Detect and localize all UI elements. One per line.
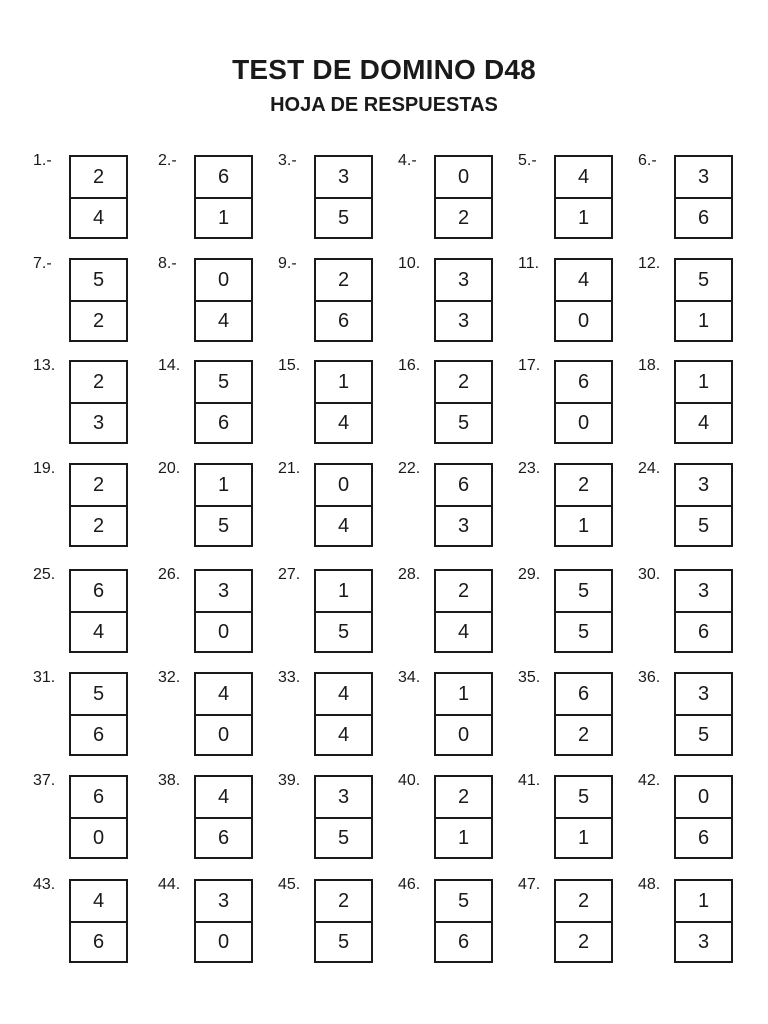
domino-item <box>398 670 508 762</box>
domino-top-value: 2 <box>457 370 470 393</box>
item-number: 8.- <box>158 255 177 272</box>
item-number: 13. <box>33 357 56 374</box>
domino-top-value: 5 <box>577 579 590 602</box>
item-number: 17. <box>518 357 541 374</box>
item-number: 27. <box>278 566 301 583</box>
item-number: 7.- <box>33 255 52 272</box>
domino-item <box>518 256 628 348</box>
domino-tile <box>194 569 253 653</box>
domino-top-value: 6 <box>457 473 470 496</box>
domino-top-value: 2 <box>457 579 470 602</box>
domino-tile <box>674 775 733 859</box>
domino-bottom-value: 6 <box>676 611 731 651</box>
item-number: 47. <box>518 876 541 893</box>
domino-item <box>278 877 388 969</box>
domino-top-value: 3 <box>337 165 350 188</box>
domino-tile <box>554 463 613 547</box>
item-number: 22. <box>398 460 421 477</box>
domino-tile <box>434 258 493 342</box>
domino-bottom-value: 6 <box>436 921 491 961</box>
item-number: 29. <box>518 566 541 583</box>
domino-top-value: 5 <box>217 370 230 393</box>
domino-top-value: 2 <box>92 165 105 188</box>
domino-bottom-value: 5 <box>676 505 731 545</box>
item-number: 18. <box>638 357 661 374</box>
domino-tile <box>314 463 373 547</box>
domino-tile <box>69 569 128 653</box>
domino-bottom-value: 5 <box>676 714 731 754</box>
domino-item <box>518 773 628 865</box>
domino-bottom-value: 0 <box>196 611 251 651</box>
domino-tile <box>554 672 613 756</box>
domino-top-value: 5 <box>457 889 470 912</box>
domino-item <box>398 877 508 969</box>
domino-item <box>638 670 748 762</box>
domino-top-value: 0 <box>697 785 710 808</box>
domino-top-value: 1 <box>697 370 710 393</box>
domino-bottom-value: 2 <box>556 714 611 754</box>
domino-item <box>518 877 628 969</box>
domino-top-value: 2 <box>337 889 350 912</box>
domino-bottom-value: 4 <box>436 611 491 651</box>
domino-bottom-value: 1 <box>556 817 611 857</box>
item-number: 34. <box>398 669 421 686</box>
domino-bottom-value: 0 <box>436 714 491 754</box>
item-number: 4.- <box>398 152 417 169</box>
domino-bottom-value: 5 <box>316 197 371 237</box>
item-number: 42. <box>638 772 661 789</box>
domino-top-value: 1 <box>457 682 470 705</box>
item-number: 11. <box>518 255 540 272</box>
domino-tile <box>674 672 733 756</box>
domino-tile <box>314 258 373 342</box>
domino-bottom-value: 5 <box>556 611 611 651</box>
domino-tile <box>194 155 253 239</box>
domino-bottom-value: 4 <box>676 402 731 442</box>
domino-bottom-value: 1 <box>556 197 611 237</box>
domino-item <box>33 670 143 762</box>
domino-item <box>278 461 388 553</box>
domino-bottom-value: 6 <box>316 300 371 340</box>
domino-top-value: 5 <box>92 682 105 705</box>
domino-bottom-value: 5 <box>316 817 371 857</box>
domino-item <box>278 773 388 865</box>
item-number: 26. <box>158 566 181 583</box>
domino-tile <box>194 258 253 342</box>
item-number: 35. <box>518 669 541 686</box>
domino-top-value: 1 <box>337 579 350 602</box>
domino-bottom-value: 3 <box>676 921 731 961</box>
domino-bottom-value: 6 <box>196 817 251 857</box>
domino-item <box>158 877 268 969</box>
domino-tile <box>314 360 373 444</box>
item-number: 43. <box>33 876 56 893</box>
domino-item <box>398 461 508 553</box>
domino-top-value: 0 <box>337 473 350 496</box>
domino-item <box>158 567 268 659</box>
domino-top-value: 4 <box>577 268 590 291</box>
domino-top-value: 2 <box>92 370 105 393</box>
domino-top-value: 5 <box>92 268 105 291</box>
domino-bottom-value: 6 <box>196 402 251 442</box>
domino-bottom-value: 4 <box>316 714 371 754</box>
item-number: 2.- <box>158 152 177 169</box>
domino-bottom-value: 3 <box>71 402 126 442</box>
domino-item <box>278 153 388 245</box>
domino-item <box>398 358 508 450</box>
domino-item <box>158 153 268 245</box>
domino-top-value: 0 <box>457 165 470 188</box>
domino-bottom-value: 3 <box>436 505 491 545</box>
item-number: 45. <box>278 876 301 893</box>
domino-bottom-value: 6 <box>676 817 731 857</box>
item-number: 48. <box>638 876 661 893</box>
domino-top-value: 3 <box>697 682 710 705</box>
item-number: 44. <box>158 876 181 893</box>
domino-bottom-value: 3 <box>436 300 491 340</box>
domino-item <box>638 256 748 348</box>
page-subtitle: HOJA DE RESPUESTAS <box>270 94 498 116</box>
domino-item <box>158 256 268 348</box>
domino-tile <box>434 569 493 653</box>
domino-bottom-value: 0 <box>71 817 126 857</box>
domino-bottom-value: 4 <box>316 505 371 545</box>
domino-tile <box>674 360 733 444</box>
item-number: 40. <box>398 772 421 789</box>
domino-tile <box>554 569 613 653</box>
domino-top-value: 2 <box>457 785 470 808</box>
domino-top-value: 4 <box>217 682 230 705</box>
domino-tile <box>69 360 128 444</box>
domino-item <box>638 877 748 969</box>
domino-item <box>278 670 388 762</box>
domino-bottom-value: 1 <box>196 197 251 237</box>
domino-bottom-value: 0 <box>196 921 251 961</box>
domino-item <box>158 358 268 450</box>
item-number: 31. <box>33 669 56 686</box>
domino-tile <box>194 672 253 756</box>
domino-item <box>638 461 748 553</box>
domino-item <box>33 358 143 450</box>
domino-top-value: 6 <box>217 165 230 188</box>
domino-item <box>33 567 143 659</box>
domino-tile <box>434 775 493 859</box>
domino-tile <box>554 775 613 859</box>
domino-item <box>33 153 143 245</box>
domino-tile <box>314 775 373 859</box>
domino-top-value: 3 <box>697 165 710 188</box>
item-number: 16. <box>398 357 421 374</box>
domino-tile <box>674 879 733 963</box>
domino-top-value: 3 <box>697 579 710 602</box>
domino-item <box>33 461 143 553</box>
domino-item <box>158 773 268 865</box>
domino-top-value: 1 <box>697 889 710 912</box>
domino-tile <box>434 360 493 444</box>
item-number: 15. <box>278 357 301 374</box>
domino-bottom-value: 1 <box>676 300 731 340</box>
domino-tile <box>69 879 128 963</box>
item-number: 39. <box>278 772 301 789</box>
domino-bottom-value: 5 <box>196 505 251 545</box>
domino-tile <box>194 879 253 963</box>
domino-top-value: 5 <box>577 785 590 808</box>
domino-bottom-value: 2 <box>71 300 126 340</box>
domino-top-value: 3 <box>697 473 710 496</box>
domino-tile <box>674 258 733 342</box>
domino-bottom-value: 6 <box>676 197 731 237</box>
item-number: 9.- <box>278 255 297 272</box>
domino-item <box>33 877 143 969</box>
domino-bottom-value: 1 <box>436 817 491 857</box>
domino-item <box>278 567 388 659</box>
domino-item <box>518 461 628 553</box>
domino-top-value: 6 <box>577 370 590 393</box>
domino-bottom-value: 5 <box>316 611 371 651</box>
domino-tile <box>674 569 733 653</box>
domino-tile <box>554 258 613 342</box>
item-number: 5.- <box>518 152 537 169</box>
domino-item <box>33 256 143 348</box>
item-number: 37. <box>33 772 56 789</box>
domino-tile <box>69 672 128 756</box>
item-number: 28. <box>398 566 421 583</box>
domino-tile <box>434 155 493 239</box>
domino-bottom-value: 5 <box>316 921 371 961</box>
domino-top-value: 5 <box>697 268 710 291</box>
domino-tile <box>69 463 128 547</box>
item-number: 23. <box>518 460 541 477</box>
domino-tile <box>69 155 128 239</box>
domino-bottom-value: 4 <box>71 611 126 651</box>
domino-item <box>33 773 143 865</box>
domino-item <box>518 670 628 762</box>
item-number: 21. <box>278 460 301 477</box>
page-title: TEST DE DOMINO D48 <box>232 54 536 85</box>
domino-bottom-value: 0 <box>556 402 611 442</box>
domino-tile <box>434 879 493 963</box>
item-number: 41. <box>518 772 541 789</box>
domino-top-value: 0 <box>217 268 230 291</box>
domino-item <box>398 567 508 659</box>
domino-bottom-value: 2 <box>436 197 491 237</box>
domino-top-value: 4 <box>92 889 105 912</box>
item-number: 32. <box>158 669 181 686</box>
item-number: 10. <box>398 255 421 272</box>
domino-bottom-value: 4 <box>316 402 371 442</box>
domino-item <box>638 567 748 659</box>
domino-top-value: 3 <box>217 889 230 912</box>
domino-item <box>638 773 748 865</box>
domino-bottom-value: 5 <box>436 402 491 442</box>
domino-tile <box>69 258 128 342</box>
domino-tile <box>554 155 613 239</box>
domino-top-value: 3 <box>337 785 350 808</box>
domino-top-value: 2 <box>337 268 350 291</box>
item-number: 19. <box>33 460 56 477</box>
domino-top-value: 6 <box>92 579 105 602</box>
domino-item <box>278 256 388 348</box>
domino-bottom-value: 4 <box>196 300 251 340</box>
domino-top-value: 1 <box>337 370 350 393</box>
domino-top-value: 6 <box>577 682 590 705</box>
domino-tile <box>194 463 253 547</box>
domino-item <box>158 670 268 762</box>
item-number: 24. <box>638 460 661 477</box>
item-number: 20. <box>158 460 181 477</box>
domino-item <box>518 567 628 659</box>
domino-tile <box>434 463 493 547</box>
item-number: 12. <box>638 255 661 272</box>
item-number: 33. <box>278 669 301 686</box>
domino-bottom-value: 4 <box>71 197 126 237</box>
item-number: 25. <box>33 566 56 583</box>
domino-top-value: 2 <box>577 889 590 912</box>
domino-item <box>518 153 628 245</box>
domino-bottom-value: 6 <box>71 921 126 961</box>
domino-tile <box>314 879 373 963</box>
domino-tile <box>194 775 253 859</box>
domino-item <box>518 358 628 450</box>
domino-tile <box>314 569 373 653</box>
domino-bottom-value: 1 <box>556 505 611 545</box>
domino-top-value: 4 <box>217 785 230 808</box>
domino-top-value: 3 <box>217 579 230 602</box>
domino-top-value: 4 <box>577 165 590 188</box>
item-number: 1.- <box>33 152 52 169</box>
domino-tile <box>194 360 253 444</box>
domino-bottom-value: 2 <box>556 921 611 961</box>
domino-tile <box>674 463 733 547</box>
item-number: 36. <box>638 669 661 686</box>
item-number: 46. <box>398 876 421 893</box>
domino-tile <box>554 879 613 963</box>
domino-top-value: 2 <box>577 473 590 496</box>
item-number: 14. <box>158 357 181 374</box>
domino-bottom-value: 0 <box>196 714 251 754</box>
domino-item <box>638 153 748 245</box>
domino-item <box>398 256 508 348</box>
domino-tile <box>674 155 733 239</box>
domino-item <box>398 773 508 865</box>
domino-tile <box>69 775 128 859</box>
domino-top-value: 3 <box>457 268 470 291</box>
domino-top-value: 4 <box>337 682 350 705</box>
domino-item <box>638 358 748 450</box>
item-number: 3.- <box>278 152 297 169</box>
domino-item <box>158 461 268 553</box>
domino-tile <box>314 155 373 239</box>
item-number: 30. <box>638 566 661 583</box>
domino-item <box>278 358 388 450</box>
domino-item <box>398 153 508 245</box>
domino-tile <box>434 672 493 756</box>
domino-top-value: 1 <box>217 473 230 496</box>
domino-top-value: 6 <box>92 785 105 808</box>
domino-tile <box>554 360 613 444</box>
domino-bottom-value: 2 <box>71 505 126 545</box>
domino-bottom-value: 6 <box>71 714 126 754</box>
domino-bottom-value: 0 <box>556 300 611 340</box>
domino-tile <box>314 672 373 756</box>
domino-top-value: 2 <box>92 473 105 496</box>
item-number: 6.- <box>638 152 657 169</box>
item-number: 38. <box>158 772 181 789</box>
